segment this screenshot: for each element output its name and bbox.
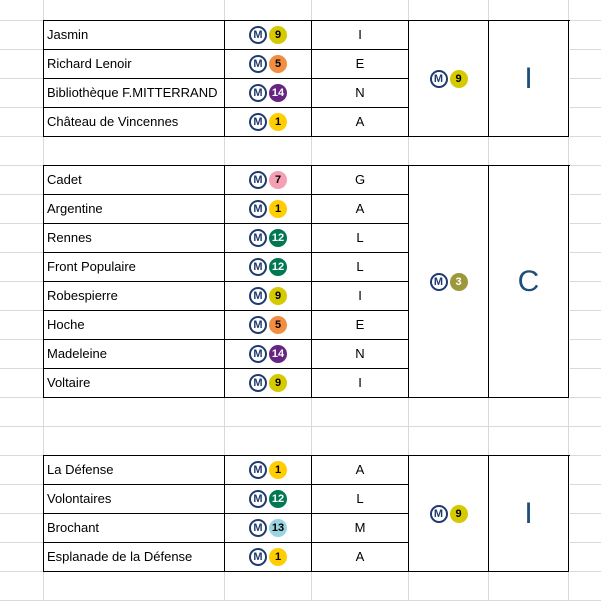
station-name-cell: Madeleine [44, 340, 225, 369]
line-badge-icon: 3 [450, 273, 468, 291]
letter-cell: I [312, 282, 409, 311]
metro-line-cell [225, 166, 312, 195]
line-badge-icon: 9 [269, 374, 287, 392]
metro-logo-icon: M [249, 490, 267, 508]
metro-line-cell [225, 456, 312, 485]
station-name-cell: Cadet [44, 166, 225, 195]
metro-line-cell [225, 195, 312, 224]
line-badge-icon: 12 [269, 229, 287, 247]
line-badge-icon: 1 [269, 113, 287, 131]
letter-cell: A [312, 195, 409, 224]
line-badge-icon: 1 [269, 200, 287, 218]
station-name-cell: Front Populaire [44, 253, 225, 282]
station-name-cell: Volontaires [44, 485, 225, 514]
answer-line-cell [409, 21, 489, 137]
station-name-cell: Esplanade de la Défense [44, 543, 225, 572]
metro-line-cell [225, 282, 312, 311]
metro-logo-icon: M [249, 55, 267, 73]
letter-cell: A [312, 456, 409, 485]
grid-line-h [0, 426, 601, 427]
station-name-cell: Argentine [44, 195, 225, 224]
metro-line-cell [225, 253, 312, 282]
line-badge-icon: 13 [269, 519, 287, 537]
station-name-cell: Château de Vincennes [44, 108, 225, 137]
letter-cell: I [312, 21, 409, 50]
line-badge-icon: 5 [269, 316, 287, 334]
metro-logo-icon: M [430, 70, 448, 88]
metro-logo-icon: M [249, 461, 267, 479]
station-group-table [43, 20, 570, 137]
letter-cell: I [312, 369, 409, 398]
line-badge-icon: 9 [450, 505, 468, 523]
line-badge-icon: 14 [269, 345, 287, 363]
station-name-cell: La Défense [44, 456, 225, 485]
line-badge-icon: 14 [269, 84, 287, 102]
letter-cell: G [312, 166, 409, 195]
answer-letter-cell: I [489, 456, 569, 572]
metro-logo-icon: M [430, 505, 448, 523]
station-name-cell: Brochant [44, 514, 225, 543]
metro-logo-icon: M [249, 548, 267, 566]
metro-logo-icon: M [249, 287, 267, 305]
line-badge-icon: 5 [269, 55, 287, 73]
letter-cell: A [312, 543, 409, 572]
answer-line-cell [409, 456, 489, 572]
station-name-cell: Jasmin [44, 21, 225, 50]
station-name-cell: Bibliothèque F.MITTERRAND [44, 79, 225, 108]
metro-line-cell [225, 79, 312, 108]
station-name-cell: Voltaire [44, 369, 225, 398]
station-group-table [43, 455, 570, 572]
metro-line-cell [225, 50, 312, 79]
answer-letter-cell: I [489, 21, 569, 137]
line-badge-icon: 12 [269, 258, 287, 276]
answer-letter-cell: C [489, 166, 569, 398]
metro-line-cell [225, 514, 312, 543]
letter-cell: L [312, 253, 409, 282]
station-group-table [43, 165, 570, 398]
metro-logo-icon: M [249, 345, 267, 363]
metro-logo-icon: M [249, 316, 267, 334]
metro-logo-icon: M [249, 258, 267, 276]
metro-logo-icon: M [249, 26, 267, 44]
station-name-cell: Rennes [44, 224, 225, 253]
letter-cell: L [312, 224, 409, 253]
metro-logo-icon: M [249, 113, 267, 131]
station-name-cell: Robespierre [44, 282, 225, 311]
answer-line-cell [409, 166, 489, 398]
metro-logo-icon: M [249, 84, 267, 102]
letter-cell: E [312, 311, 409, 340]
letter-cell: N [312, 340, 409, 369]
letter-cell: M [312, 514, 409, 543]
line-badge-icon: 9 [269, 287, 287, 305]
metro-logo-icon: M [249, 171, 267, 189]
letter-cell: N [312, 79, 409, 108]
station-name-cell: Hoche [44, 311, 225, 340]
metro-logo-icon: M [249, 519, 267, 537]
metro-line-cell [225, 108, 312, 137]
metro-line-cell [225, 224, 312, 253]
letter-cell: E [312, 50, 409, 79]
line-badge-icon: 1 [269, 461, 287, 479]
letter-cell: L [312, 485, 409, 514]
line-badge-icon: 9 [450, 70, 468, 88]
line-badge-icon: 9 [269, 26, 287, 44]
metro-line-cell [225, 340, 312, 369]
metro-line-cell [225, 311, 312, 340]
station-name-cell: Richard Lenoir [44, 50, 225, 79]
metro-logo-icon: M [249, 200, 267, 218]
line-badge-icon: 12 [269, 490, 287, 508]
line-badge-icon: 7 [269, 171, 287, 189]
metro-logo-icon: M [430, 273, 448, 291]
metro-logo-icon: M [249, 374, 267, 392]
line-badge-icon: 1 [269, 548, 287, 566]
letter-cell: A [312, 108, 409, 137]
metro-logo-icon: M [249, 229, 267, 247]
metro-line-cell [225, 369, 312, 398]
metro-line-cell [225, 543, 312, 572]
metro-line-cell [225, 21, 312, 50]
metro-line-cell [225, 485, 312, 514]
